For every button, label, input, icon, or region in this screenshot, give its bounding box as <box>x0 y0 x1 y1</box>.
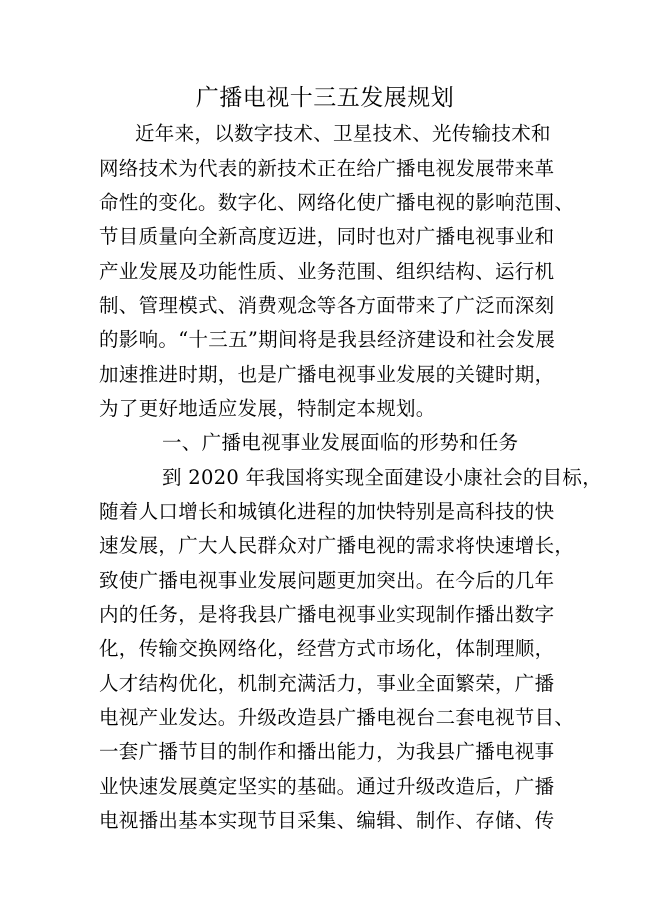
paragraph-line: 业快速发展奠定坚实的基础。通过升级改造后，广播 <box>99 775 555 798</box>
paragraph-line: 化，传输交换网络化，经营方式市场化，体制理顺， <box>99 637 555 660</box>
paragraph-line: 电视播出基本实现节目采集、编辑、制作、存储、传 <box>99 809 555 832</box>
paragraph-line: 人才结构优化，机制充满活力，事业全面繁荣，广播 <box>99 672 555 695</box>
paragraph-line: 速发展，广大人民群众对广播电视的需求将快速增长， <box>99 534 575 557</box>
paragraph-line: 致使广播电视事业发展问题更加突出。在今后的几年 <box>99 569 555 592</box>
paragraph-line: 制、管理模式、消费观念等各方面带来了广泛而深刻 <box>99 294 555 317</box>
paragraph-line: 到 2020 年我国将实现全面建设小康社会的目标， <box>162 466 603 489</box>
paragraph-line: 加速推进时期，也是广播电视事业发展的关键时期， <box>99 363 555 386</box>
paragraph-line: 的影响。“十三五”期间将是我县经济建设和社会发展 <box>99 328 556 351</box>
document-title: 广播电视十三五发展规划 <box>195 85 455 111</box>
paragraph-line: 为了更好地适应发展，特制定本规划。 <box>99 397 436 420</box>
paragraph-line: 命性的变化。数字化、网络化使广播电视的影响范围、 <box>99 191 575 214</box>
paragraph-line: 节目质量向全新高度迈进，同时也对广播电视事业和 <box>99 225 555 248</box>
paragraph-line: 产业发展及功能性质、业务范围、组织结构、运行机 <box>99 260 555 283</box>
paragraph-line: 电视产业发达。升级改造县广播电视台二套电视节目、 <box>99 706 575 729</box>
section-heading: 一、广播电视事业发展面临的形势和任务 <box>162 431 519 454</box>
paragraph-line: 近年来，以数字技术、卫星技术、光传输技术和 <box>135 122 551 145</box>
paragraph-line: 随着人口增长和城镇化进程的加快特别是高科技的快 <box>99 500 555 523</box>
paragraph-line: 网络技术为代表的新技术正在给广播电视发展带来革 <box>99 157 555 180</box>
paragraph-line: 内的任务，是将我县广播电视事业实现制作播出数字 <box>99 603 555 626</box>
paragraph-line: 一套广播节目的制作和播出能力，为我县广播电视事 <box>99 740 555 763</box>
